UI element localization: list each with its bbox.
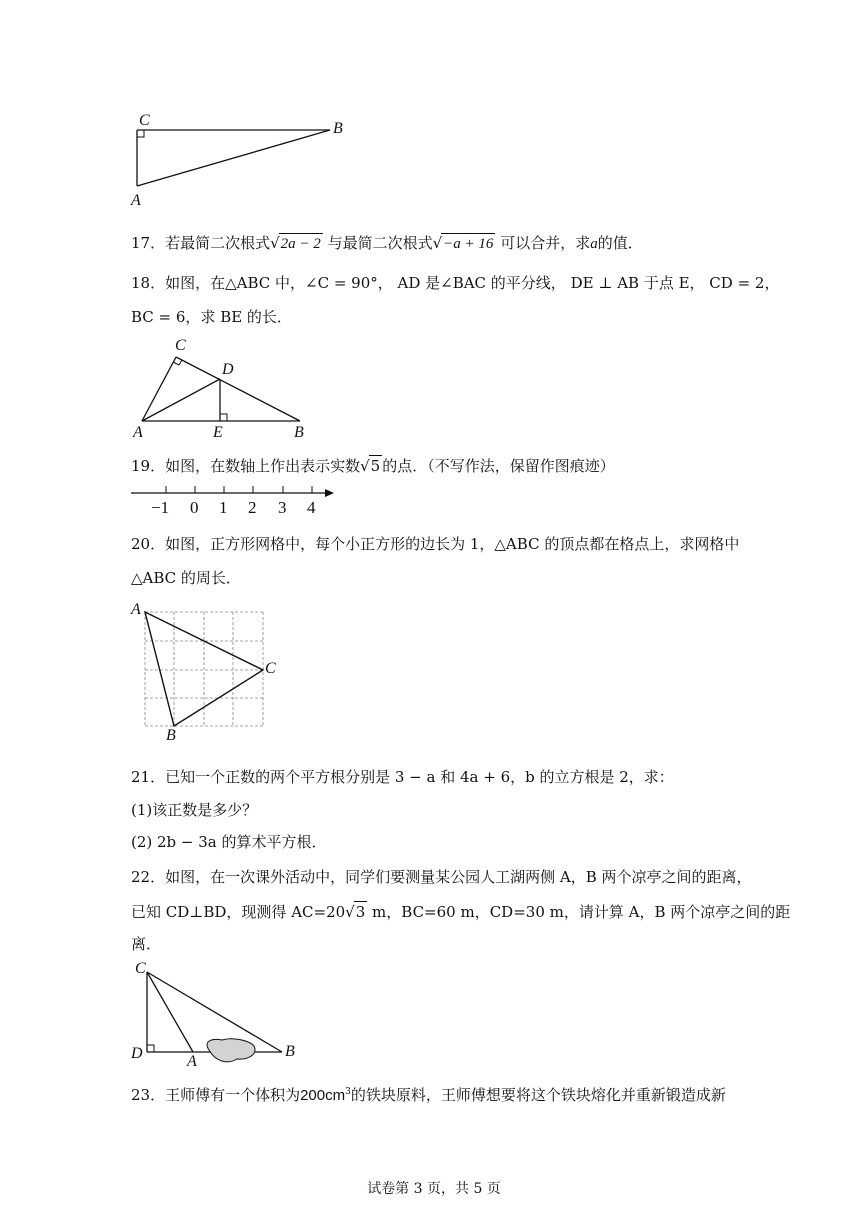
label-b: B bbox=[166, 727, 176, 744]
tick-label: 3 bbox=[278, 498, 287, 517]
radical-3: 3 bbox=[355, 903, 366, 921]
page-footer: 试卷第 3 页，共 5 页 bbox=[367, 1181, 501, 1197]
tick-label: 1 bbox=[219, 498, 228, 517]
question-21-part-2: (2) 2b − 3a 的算术平方根． bbox=[131, 833, 327, 851]
label-c: C bbox=[135, 960, 146, 977]
label-a: A bbox=[131, 192, 141, 209]
question-20-line-1: 20．如图，正方形网格中，每个小正方形的边长为 1，△ABC 的顶点都在格点上，求网格中 bbox=[131, 535, 740, 553]
tick-label: 0 bbox=[190, 498, 199, 517]
lake-shape bbox=[207, 1039, 255, 1062]
question-17: 17．若最简二次根式√2a − 2 与最简二次根式√−a + 16 可以合并，求a的值． bbox=[131, 234, 643, 252]
question-20-line-2: △ABC 的周长． bbox=[131, 569, 241, 587]
label-c: C bbox=[265, 660, 276, 677]
label-c: C bbox=[175, 337, 186, 354]
label-a: A bbox=[131, 601, 141, 618]
tick-label: −1 bbox=[151, 498, 170, 517]
tick-label: 4 bbox=[307, 498, 316, 517]
label-b: B bbox=[294, 424, 304, 441]
label-b: B bbox=[333, 120, 343, 137]
question-18-line-2: BC = 6，求 BE 的长． bbox=[131, 308, 292, 326]
radical-neg-a-16: −a + 16 bbox=[441, 233, 495, 254]
question-19: 19．如图，在数轴上作出表示实数√5 的点．（不写作法，保留作图痕迹） bbox=[131, 457, 615, 475]
question-23: 23．王师傅有一个体积为$200cm^3$的铁块原料，王师傅想要将这个铁块熔化并重新锻造成新 bbox=[131, 1086, 726, 1104]
label-d: D bbox=[222, 361, 234, 378]
label-d: D bbox=[131, 1045, 143, 1062]
question-21-part-1: (1)该正数是多少？ bbox=[131, 801, 258, 819]
label-a: A bbox=[187, 1053, 197, 1070]
label-b: B bbox=[285, 1043, 295, 1060]
question-22-line-1: 22．如图，在一次课外活动中，同学们要测量某公园人工湖两侧 A，B 两个凉亭之间的距离， bbox=[131, 868, 752, 886]
radical-5: 5 bbox=[370, 457, 381, 475]
question-22-line-2: 已知 CD⊥BD，现测得 AC=20√3 m，BC=60 m，CD=30 m，请计算 A，B 两个凉亭之间的距 bbox=[131, 903, 791, 921]
tick-label: 2 bbox=[248, 498, 257, 517]
label-e: E bbox=[213, 424, 223, 441]
question-21: 21．已知一个正数的两个平方根分别是 3 − a 和 4a + 6，b 的立方根是 2，求： bbox=[131, 768, 674, 786]
label-a: A bbox=[133, 424, 143, 441]
label-c: C bbox=[139, 112, 150, 129]
volume-value: 200cm bbox=[300, 1087, 346, 1104]
radical-2a-2: 2a − 2 bbox=[279, 233, 323, 254]
question-22-line-3: 离． bbox=[131, 935, 162, 953]
question-18-line-1: 18．如图，在△ABC 中，∠C = 90°， AD 是∠BAC 的平分线， DE ⊥ AB 于点 E， CD = 2， bbox=[131, 274, 780, 292]
